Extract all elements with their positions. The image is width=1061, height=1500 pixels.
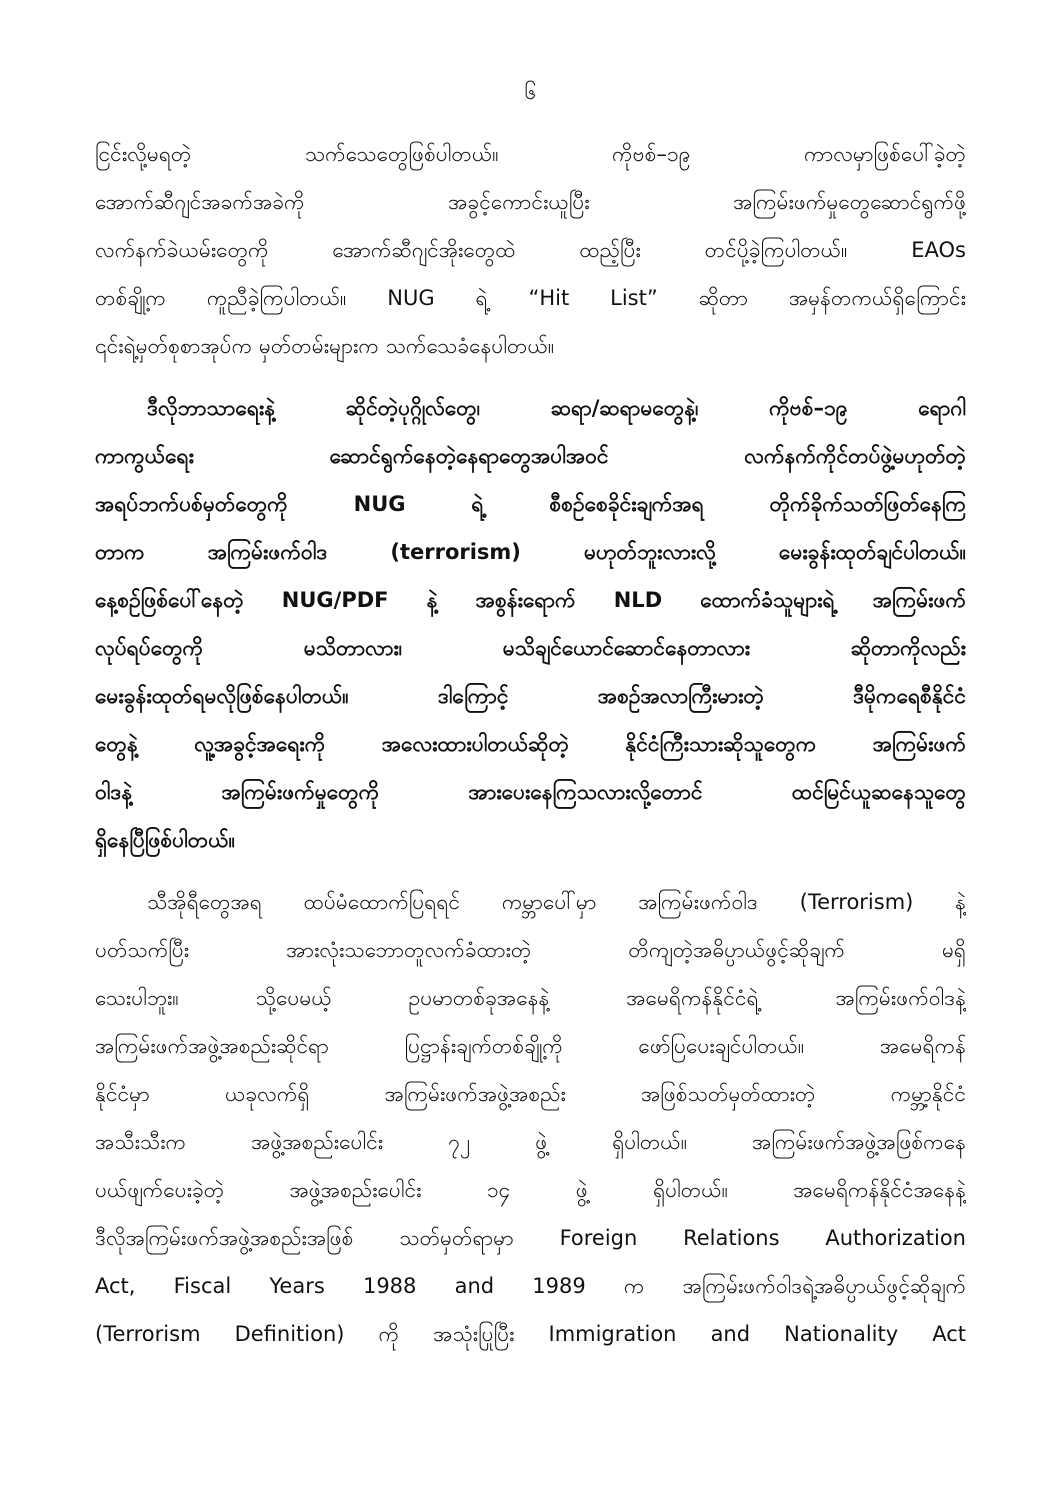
text-line: ပယ်ဖျက်ပေးခဲ့တဲ့ အဖွဲ့အစည်းပေါင်း ၁၄ ဖွဲ့ ရှိပါတယ်။ အမေရိကန်နိုင်ငံအနေနဲ့ xyxy=(95,1178,966,1202)
text-line: တာက အကြမ်းဖက်ဝါဒ (terrorism) မဟုတ်ဘူးလားလို့ မေးခွန်းထုတ်ချင်ပါတယ်။ xyxy=(95,540,966,564)
paragraph-2 xyxy=(95,384,966,864)
text-line: (Terrorism Definition) ကို အသုံးပြုပြီး Immigration and Nationality Act xyxy=(95,1322,966,1346)
text-line: အကြမ်းဖက်အဖွဲ့အစည်းဆိုင်ရာ ပြဋ္ဌာန်းချက်တစ်ချို့ကို ဖော်ပြပေးချင်ပါတယ်။ အမေရိကန် xyxy=(95,1034,966,1058)
text-line: တွေနဲ့ လူ့အခွင့်အရေးကို အလေးထားပါတယ်ဆိုတဲ့ နိုင်ငံကြီးသားဆိုသူတွေက အကြမ်းဖက် xyxy=(95,732,966,756)
text-line: ဒီလိုအကြမ်းဖက်အဖွဲ့အစည်းအဖြစ် သတ်မှတ်ရာမှာ Foreign Relations Authorization xyxy=(95,1226,966,1250)
text-line: ၎င်းရဲ့မှတ်စုစာအုပ်က မှတ်တမ်းများက သက်သေခံနေပါတယ်။ xyxy=(95,334,555,358)
text-line: လက်နက်ခဲယမ်းတွေကို အောက်ဆီဂျင်အိုးတွေထဲ ထည့်ပြီး တင်ပို့ခဲ့ကြပါတယ်။ EAOs xyxy=(95,238,966,262)
text-line: ဝါဒနဲ့ အကြမ်းဖက်မှုတွေကို အားပေးနေကြသလားလို့တောင် ထင်မြင်ယူဆနေသူတွေ xyxy=(95,780,966,804)
text-line: နိုင်ငံမှာ ယခုလက်ရှိ အကြမ်းဖက်အဖွဲ့အစည်း အဖြစ်သတ်မှတ်ထားတဲ့ ကမ္ဘာ့နိုင်ငံ xyxy=(95,1082,966,1106)
text-line: ဒီလိုဘာသာရေးနဲ့ ဆိုင်တဲ့ပုဂ္ဂိုလ်တွေ၊ ဆရာ/ဆရာမတွေနဲ့၊ ကိုဗစ်–၁၉ ရောဂါ xyxy=(147,396,966,420)
paragraph-3 xyxy=(95,878,966,1358)
text-line: အသီးသီးက အဖွဲ့အစည်းပေါင်း ၇၂ ဖွဲ့ ရှိပါတယ်။ အကြမ်းဖက်အဖွဲ့အဖြစ်ကနေ xyxy=(95,1130,966,1154)
text-line: ပတ်သက်ပြီး အားလုံးသဘောတူလက်ခံထားတဲ့ တိကျတဲ့အဓိပ္ပာယ်ဖွင့်ဆိုချက် မရှိ xyxy=(95,938,966,962)
text-line: အောက်ဆီဂျင်အခက်အခဲကို အခွင့်ကောင်းယူပြီး အကြမ်းဖက်မှုတွေဆောင်ရွက်ဖို့ xyxy=(95,190,966,214)
text-line: အရပ်ဘက်ပစ်မှတ်တွေကို NUG ရဲ့ စီစဉ်စေခိုင်းချက်အရ တိုက်ခိုက်သတ်ဖြတ်နေကြ xyxy=(95,492,966,516)
text-line: မေးခွန်းထုတ်ရမလိုဖြစ်နေပါတယ်။ ဒါကြောင့် အစဉ်အလာကြီးမားတဲ့ ဒီမိုကရေစီနိုင်ငံ xyxy=(95,684,966,708)
text-line: နေ့စဉ်ဖြစ်ပေါ်နေတဲ့ NUG/PDF နဲ့ အစွန်းရောက် NLD ထောက်ခံသူများရဲ့ အကြမ်းဖက် xyxy=(95,588,966,612)
text-line: ရှိနေပြီဖြစ်ပါတယ်။ xyxy=(95,828,235,852)
text-line: ကာကွယ်ရေး ဆောင်ရွက်နေတဲ့နေရာတွေအပါအဝင် လက်နက်ကိုင်တပ်ဖွဲ့မဟုတ်တဲ့ xyxy=(95,444,966,468)
text-line: Act, Fiscal Years 1988 and 1989 က အကြမ်းဖက်ဝါဒရဲ့အဓိပ္ပာယ်ဖွင့်ဆိုချက် xyxy=(95,1274,966,1298)
text-line: လုပ်ရပ်တွေကို မသိတာလား၊ မသိချင်ယောင်ဆောင်နေတာလား ဆိုတာကိုလည်း xyxy=(95,636,966,660)
page-number: ၆ xyxy=(524,80,537,104)
text-line: သီအိုရီတွေအရ ထပ်မံထောက်ပြရရင် ကမ္ဘာပေါ်မှာ အကြမ်းဖက်ဝါဒ (Terrorism) နဲ့ xyxy=(147,890,966,914)
text-line: တစ်ချို့က ကူညီခဲ့ကြပါတယ်။ NUG ရဲ့ “Hit List” ဆိုတာ အမှန်တကယ်ရှိကြောင်း xyxy=(95,286,966,310)
text-line: ငြင်းလို့မရတဲ့ သက်သေတွေဖြစ်ပါတယ်။ ကိုဗစ်–၁၉ ကာလမှာဖြစ်ပေါ်ခဲ့တဲ့ xyxy=(95,142,966,166)
paragraph-1 xyxy=(95,130,966,370)
text-line: သေးပါဘူး။ သို့ပေမယ့် ဥပမာတစ်ခုအနေနဲ့ အမေရိကန်နိုင်ငံရဲ့ အကြမ်းဖက်ဝါဒနဲ့ xyxy=(95,986,966,1010)
